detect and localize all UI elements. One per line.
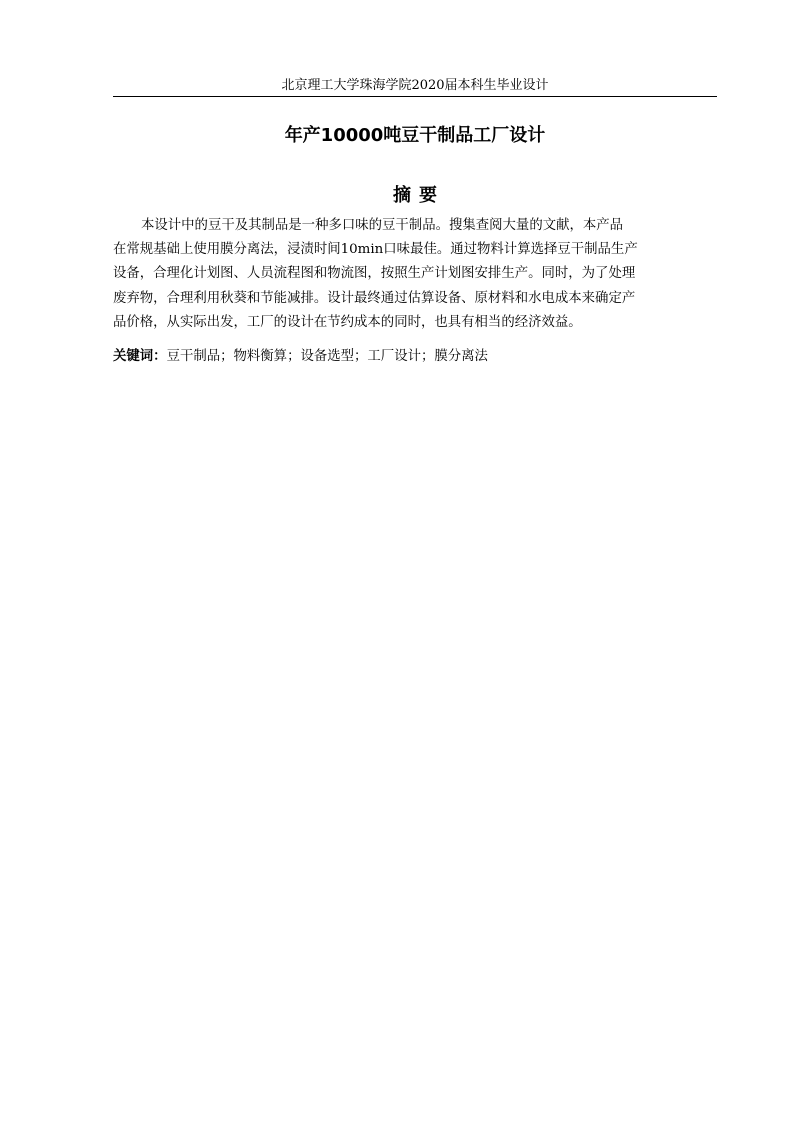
document-title: 年产10000吨豆干制品工厂设计	[284, 125, 546, 146]
keywords	[113, 345, 717, 369]
abstract-heading: 摘要	[393, 185, 445, 206]
page-header: 北京理工大学珠海学院2020届本科生毕业设计	[281, 78, 549, 93]
keywords-text: 豆干制品；物料衡算；设备选型；工厂设计；膜分离法	[166, 349, 488, 364]
abstract-line: 设备，合理化计划图、人员流程图和物流图，按照生产计划图安排生产。同时，为了处理	[113, 266, 636, 282]
abstract-line: 本设计中的豆干及其制品是一种多口味的豆干制品。搜集查阅大量的文献，本产品	[141, 218, 624, 233]
header-divider	[113, 96, 717, 97]
abstract-line: 品价格，从实际出发，工厂的设计在节约成本的同时，也具有相当的经济效益。	[113, 314, 582, 330]
abstract-line: 在常规基础上使用膜分离法，浸渍时间10min口味最佳。通过物料计算选择豆干制品生产	[113, 242, 638, 258]
abstract-body	[113, 214, 723, 335]
keywords-label: 关键词：	[113, 349, 167, 364]
abstract-line: 废弃物，合理利用秋葵和节能减排。设计最终通过估算设备、原材料和水电成本来确定产	[113, 290, 636, 306]
